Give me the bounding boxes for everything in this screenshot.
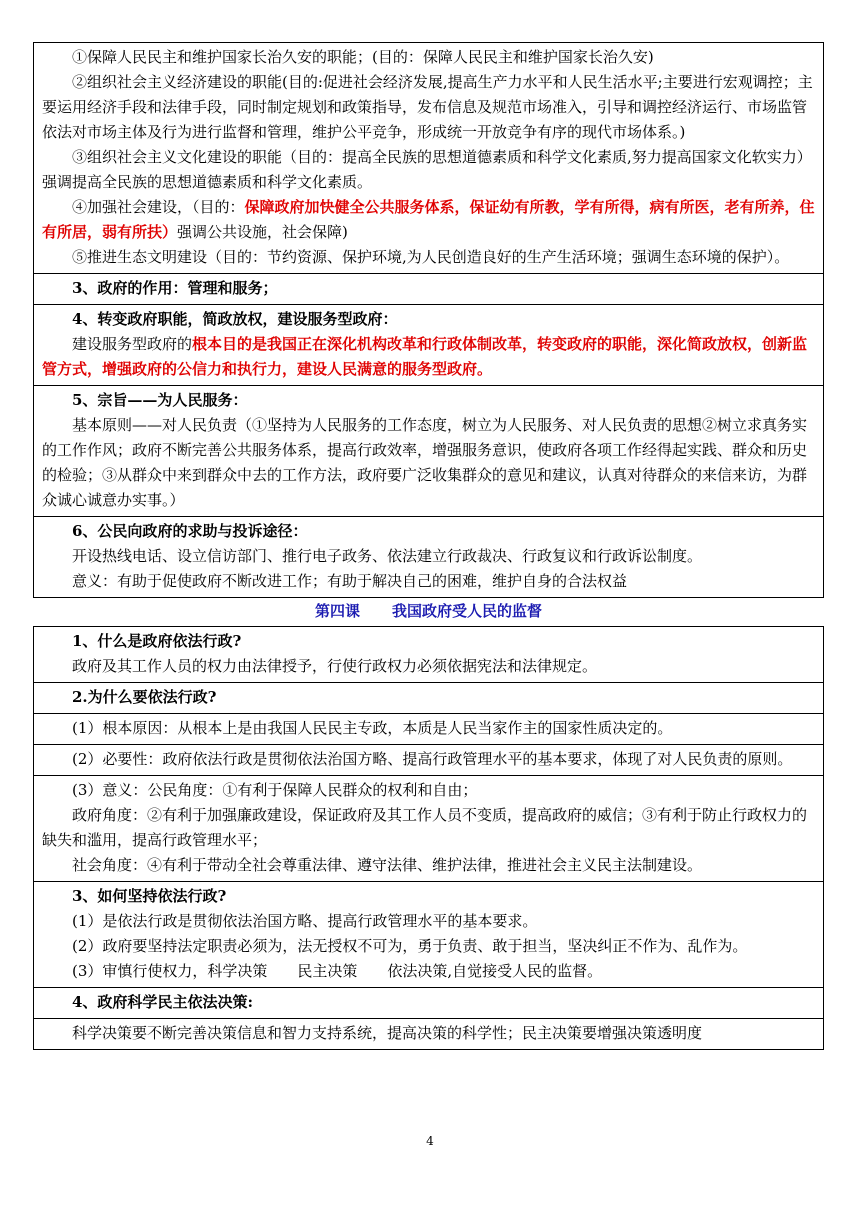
table-row [34, 386, 824, 517]
function-2-text: ②组织社会主义经济建设的职能(目的:促进社会经济发展,提高生产力水平和人民生活水平;主要进行宏观调控；主要运用经济手段和法律手段，同时制定规划和政策指导，发布信息及规范市场准入，引导和调控经济运行、市场监管依法对市场主体及行为进行监督和管理，维护公平竞争，形成统一开放竞争有序的现代市场体系。) [42, 73, 813, 141]
government-functions-table [33, 42, 824, 598]
table-row [34, 683, 824, 714]
q4-text-cell [34, 1019, 824, 1050]
transform-cell [34, 305, 824, 386]
transform-highlight: 根本目的是我国正在深化机构改革和行政体制改革，转变政府的职能，深化简政放权，创新监管方式，增强政府的公信力和执行力，建设人民满意的服务型政府。 [42, 335, 808, 378]
q3-cell [34, 882, 824, 988]
purpose-text: 基本原则——对人民负责（①坚持为人民服务的工作态度，树立为人民服务、对人民负责的思想②树立求真务实的工作作风；政府不断完善公共服务体系，提高行政效率，增强服务意识，使政府各项工作经得起实践、群众和历史的检验；③从群众中来到群众中去的工作方法，政府要广泛收集群众的意见和建议，认真对待群众的来信来访，为群众诚心诚意办实事。） [42, 416, 808, 509]
function-3-text: ③组织社会主义文化建设的职能（目的：提高全民族的思想道德素质和科学文化素质,努力提高国家文化软实力）强调提高全民族的思想道德素质和科学文化素质。 [42, 148, 812, 191]
lesson-title [33, 598, 824, 626]
q2-necessity-cell [34, 745, 824, 776]
q3-item-3: (3）审慎行使权力，科学决策 民主决策 依法决策,自觉接受人民的监督。 [72, 962, 603, 980]
function-4-prefix: ④加强社会建设，（目的： [72, 198, 245, 216]
q1-text: 政府及其工作人员的权力由法律授予，行使行政权力必须依据宪法和法律规定。 [72, 657, 598, 675]
lesson-name: 我国政府受人民的监督 [392, 602, 543, 620]
transform-heading: 4、转变政府职能，简政放权，建设服务型政府： [72, 310, 398, 328]
function-4-highlight: 保障政府加快健全公共服务体系，保证幼有所教，学有所得，病有所医，老有所养，住有所居，弱有所扶） [42, 198, 815, 241]
lesson-number: 第四课 [314, 602, 360, 620]
function-4-suffix: 强调公共设施，社会保障) [177, 223, 348, 241]
function-5-text: ⑤推进生态文明建设（目的：节约资源、保护环境,为人民创造良好的生产生活环境；强调生态环境的保护）。 [72, 248, 790, 266]
table-row [34, 1019, 824, 1050]
transform-text [42, 332, 817, 382]
q2-heading-cell [34, 683, 824, 714]
table-row [34, 517, 824, 598]
q2-root-text: (1）根本原因：从根本上是由我国人民民主专政，本质是人民当家作主的国家性质决定的。 [72, 719, 673, 737]
page-number: 4 [426, 1134, 434, 1148]
q4-heading-cell [34, 988, 824, 1019]
function-4-text [42, 195, 817, 245]
q3-heading: 3、如何坚持依法行政? [72, 887, 227, 905]
role-cell [34, 274, 824, 305]
purpose-cell [34, 386, 824, 517]
q2-heading: 2.为什么要依法行政? [72, 688, 217, 706]
q1-heading: 1、什么是政府依法行政? [72, 632, 242, 650]
function-1-text: ①保障人民民主和维护国家长治久安的职能；(目的：保障人民民主和维护国家长治久安) [72, 48, 654, 66]
role-heading: 3、政府的作用：管理和服务； [72, 279, 278, 297]
q2-meaning-1: (3）意义：公民角度：①有利于保障人民群众的权利和自由； [72, 781, 478, 799]
q2-necessity-text: (2）必要性：政府依法行政是贯彻依法治国方略、提高行政管理水平的基本要求，体现了对人民负责的原则。 [72, 750, 793, 768]
table-row [34, 988, 824, 1019]
q2-root-cell [34, 714, 824, 745]
q4-text: 科学决策要不断完善决策信息和智力支持系统，提高决策的科学性；民主决策要增强决策透明度 [72, 1024, 703, 1042]
table-row [34, 714, 824, 745]
table-row [34, 882, 824, 988]
q1-cell [34, 627, 824, 683]
q2-meaning-3: 社会角度：④有利于带动全社会尊重法律、遵守法律、维护法律，推进社会主义民主法制建设。 [72, 856, 703, 874]
table-row [34, 745, 824, 776]
q2-meaning-2: 政府角度：②有利于加强廉政建设，保证政府及其工作人员不变质，提高政府的威信；③有利于防止行政权力的缺失和滥用，提高行政管理水平； [42, 806, 808, 849]
table-row [34, 274, 824, 305]
q3-item-1: (1）是依法行政是贯彻依法治国方略、提高行政管理水平的基本要求。 [72, 912, 538, 930]
transform-prefix: 建设服务型政府的 [72, 335, 193, 353]
complaint-text-2: 意义：有助于促使政府不断改进工作；有助于解决自己的困难，维护自身的合法权益 [72, 572, 628, 590]
page-content [33, 42, 824, 1050]
table-row [34, 627, 824, 683]
q2-meaning-cell [34, 776, 824, 882]
table-row [34, 43, 824, 274]
law-administration-table [33, 626, 824, 1050]
q3-item-2: (2）政府要坚持法定职责必须为，法无授权不可为，勇于负责、敢于担当，坚决纠正不作为、乱作为。 [72, 937, 748, 955]
q4-heading: 4、政府科学民主依法决策: [72, 993, 253, 1011]
functions-cell [34, 43, 824, 274]
purpose-heading: 5、宗旨——为人民服务： [72, 391, 248, 409]
complaint-heading: 6、公民向政府的求助与投诉途径： [72, 522, 308, 540]
complaint-text-1: 开设热线电话、设立信访部门、推行电子政务、依法建立行政裁决、行政复议和行政诉讼制度。 [72, 547, 703, 565]
complaint-cell [34, 517, 824, 598]
table-row [34, 776, 824, 882]
table-row [34, 305, 824, 386]
